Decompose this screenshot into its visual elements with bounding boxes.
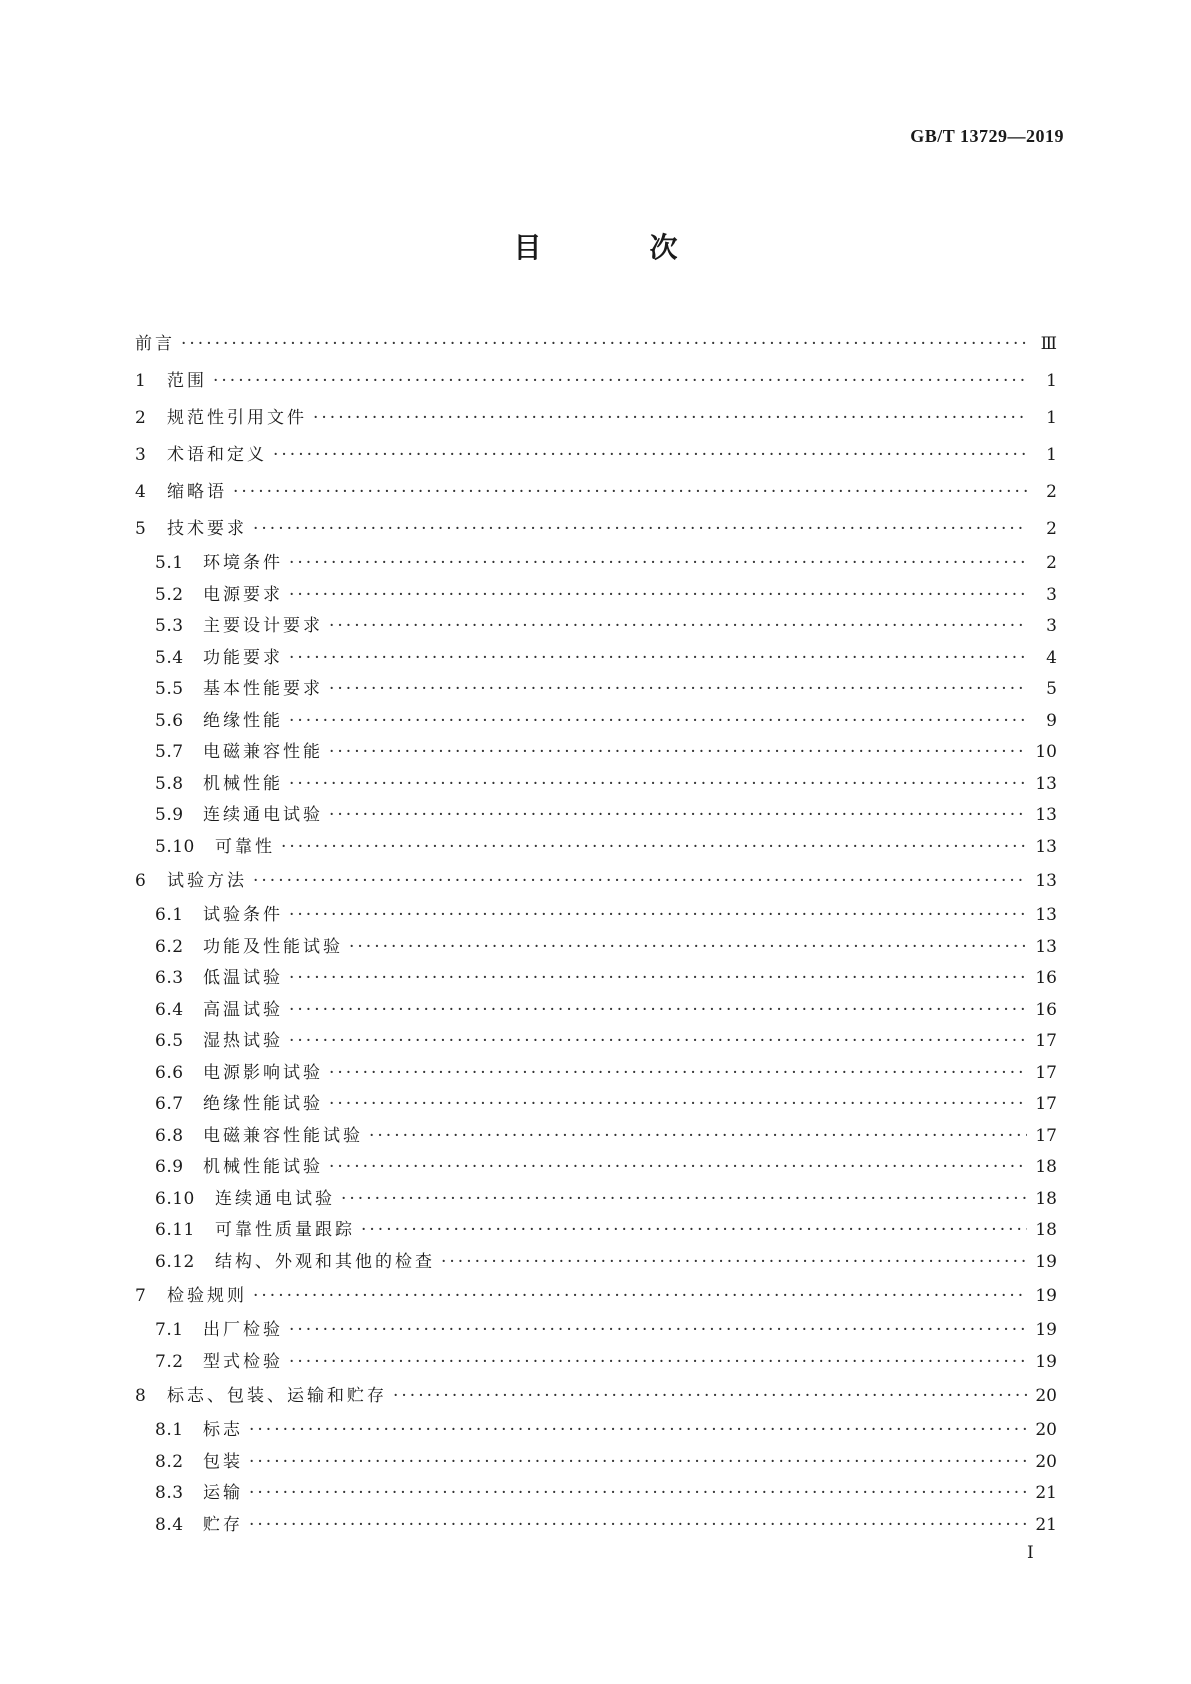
- toc-entry-label: 湿热试验: [203, 1031, 283, 1051]
- toc-entry-label: 低温试验: [203, 968, 283, 988]
- toc-entry-number: 8.4: [155, 1514, 184, 1535]
- toc-entry-label: 绝缘性能: [203, 710, 283, 731]
- toc-entry[interactable]: [135, 1247, 1057, 1279]
- dot-leader: [361, 1215, 1027, 1247]
- toc-entry-number: 6.4: [155, 999, 184, 1020]
- dot-leader: [253, 863, 1027, 900]
- toc-entry[interactable]: [135, 1058, 1057, 1090]
- toc-entry[interactable]: [135, 1215, 1057, 1247]
- toc-entry-label: 型式检验: [203, 1351, 283, 1372]
- toc-entry-label: 标志: [203, 1420, 243, 1440]
- dot-leader: [289, 1347, 1027, 1379]
- toc-entry-page: 16: [1035, 968, 1057, 988]
- toc-entry[interactable]: [135, 900, 1057, 932]
- toc-entry[interactable]: [135, 1184, 1057, 1216]
- toc-entry-number: 5.8: [155, 773, 184, 794]
- toc-entry-page: 13: [1035, 805, 1057, 825]
- toc-entry[interactable]: [135, 474, 1057, 511]
- toc-entry-page: 1: [1046, 371, 1057, 391]
- toc-entry-label: 运输: [203, 1483, 243, 1503]
- toc-entry-number: 5.10: [155, 836, 195, 857]
- toc-entry-page: 10: [1035, 742, 1057, 762]
- standard-code: GB/T 13729—2019: [910, 126, 1064, 146]
- toc-entry-number: 5.1: [155, 553, 184, 573]
- toc-entry-label: 功能及性能试验: [203, 936, 343, 957]
- toc-entry[interactable]: [135, 1378, 1057, 1415]
- toc-entry-number: 5.2: [155, 584, 184, 605]
- toc-entry-number: 6.11: [155, 1220, 195, 1240]
- toc-entry-page: 19: [1035, 1286, 1057, 1306]
- toc-entry-page: 13: [1035, 836, 1057, 857]
- toc-entry[interactable]: [135, 437, 1057, 474]
- toc-entry-number: 6.8: [155, 1125, 184, 1146]
- toc-entry[interactable]: [135, 1510, 1057, 1542]
- toc-entry[interactable]: [135, 1278, 1057, 1315]
- toc-entry-label: 缩略语: [167, 482, 227, 502]
- dot-leader: [289, 580, 1027, 612]
- toc-entry[interactable]: [135, 863, 1057, 900]
- toc-entry-number: 1: [135, 371, 147, 391]
- toc-entry-page: 17: [1035, 1094, 1057, 1114]
- toc-entry-page: 1: [1046, 408, 1057, 428]
- page-title: 目 次: [513, 231, 718, 264]
- toc-entry-label: 结构、外观和其他的检查: [215, 1251, 435, 1272]
- toc-entry[interactable]: [135, 580, 1057, 612]
- toc-entry[interactable]: [135, 643, 1057, 675]
- toc-entry-page: 1: [1046, 445, 1057, 465]
- toc-entry-page: 20: [1035, 1386, 1057, 1406]
- toc-entry-label: 功能要求: [203, 647, 283, 668]
- dot-leader: [329, 1152, 1027, 1184]
- dot-leader: [341, 1184, 1027, 1216]
- toc-entry-page: 21: [1035, 1514, 1057, 1535]
- toc-entry[interactable]: [135, 1415, 1057, 1447]
- toc-entry-number: 5.5: [155, 679, 184, 699]
- toc-entry-page: 5: [1046, 679, 1057, 699]
- toc-entry-number: 5.3: [155, 616, 184, 636]
- toc-entry-number: 5.6: [155, 710, 184, 731]
- toc-entry[interactable]: [135, 363, 1057, 400]
- toc-entry-label: 试验方法: [167, 871, 247, 891]
- dot-leader: [369, 1121, 1027, 1153]
- toc-entry-label: 标志、包装、运输和贮存: [167, 1386, 387, 1406]
- toc-entry-number: 3: [135, 445, 147, 465]
- toc-entry[interactable]: [135, 1089, 1057, 1121]
- toc-entry[interactable]: [135, 769, 1057, 801]
- dot-leader: [249, 1478, 1027, 1510]
- toc-entry-label: 主要设计要求: [203, 616, 323, 636]
- toc-entry-number: 8: [135, 1386, 147, 1406]
- toc-entry-label: 电磁兼容性能: [203, 742, 323, 762]
- toc-entry-page: 18: [1035, 1188, 1057, 1209]
- toc-entry-page: 17: [1035, 1062, 1057, 1083]
- toc-entry-page: 2: [1046, 553, 1057, 573]
- table-of-contents: [135, 326, 1057, 1541]
- dot-leader: [349, 932, 1027, 964]
- toc-entry-number: 6.9: [155, 1157, 184, 1177]
- toc-entry-label: 高温试验: [203, 999, 283, 1020]
- toc-entry-number: 6: [135, 871, 147, 891]
- page-number: Ⅰ: [1027, 1543, 1034, 1563]
- toc-entry-label: 可靠性质量跟踪: [215, 1220, 355, 1240]
- toc-entry-label: 电源要求: [203, 584, 283, 605]
- dot-leader: [289, 706, 1027, 738]
- toc-entry-number: 5: [135, 519, 147, 539]
- toc-entry-label: 前言: [135, 334, 175, 354]
- dot-leader: [289, 643, 1027, 675]
- toc-entry-page: 21: [1035, 1483, 1057, 1503]
- dot-leader: [253, 511, 1027, 548]
- toc-entry-label: 绝缘性能试验: [203, 1094, 323, 1114]
- dot-leader: [289, 963, 1027, 995]
- toc-entry[interactable]: [135, 1347, 1057, 1379]
- toc-entry-page: 17: [1035, 1031, 1057, 1051]
- toc-entry[interactable]: [135, 400, 1057, 437]
- dot-leader: [329, 611, 1027, 643]
- dot-leader: [253, 1278, 1027, 1315]
- toc-entry-page: 20: [1035, 1420, 1057, 1440]
- dot-leader: [289, 769, 1027, 801]
- toc-entry[interactable]: [135, 1478, 1057, 1510]
- toc-entry-page: 2: [1046, 519, 1057, 539]
- toc-entry-label: 包装: [203, 1451, 243, 1472]
- toc-entry[interactable]: [135, 548, 1057, 580]
- toc-entry-page: 18: [1035, 1157, 1057, 1177]
- toc-entry-number: 5.9: [155, 805, 184, 825]
- toc-entry-label: 环境条件: [203, 553, 283, 573]
- dot-leader: [329, 800, 1027, 832]
- dot-leader: [289, 900, 1027, 932]
- toc-entry-number: 6.7: [155, 1094, 184, 1114]
- toc-entry[interactable]: [135, 611, 1057, 643]
- toc-entry[interactable]: [135, 706, 1057, 738]
- toc-entry-page: 19: [1035, 1320, 1057, 1340]
- toc-entry-page: 18: [1035, 1220, 1057, 1240]
- toc-entry-number: 2: [135, 408, 147, 428]
- toc-entry-number: 6.5: [155, 1031, 184, 1051]
- toc-entry-label: 范围: [167, 371, 207, 391]
- toc-entry-label: 出厂检验: [203, 1320, 283, 1340]
- toc-entry[interactable]: [135, 1315, 1057, 1347]
- toc-entry-label: 试验条件: [203, 905, 283, 925]
- toc-entry-page: 13: [1035, 871, 1057, 891]
- toc-entry-page: 16: [1035, 999, 1057, 1020]
- toc-entry-label: 电源影响试验: [203, 1062, 323, 1083]
- toc-entry[interactable]: [135, 832, 1057, 864]
- toc-entry[interactable]: [135, 932, 1057, 964]
- dot-leader: [289, 548, 1027, 580]
- toc-entry[interactable]: [135, 1121, 1057, 1153]
- toc-entry-label: 规范性引用文件: [167, 408, 307, 428]
- toc-entry[interactable]: [135, 963, 1057, 995]
- toc-entry-number: 6.6: [155, 1062, 184, 1083]
- dot-leader: [441, 1247, 1027, 1279]
- toc-entry[interactable]: [135, 800, 1057, 832]
- toc-entry[interactable]: [135, 674, 1057, 706]
- toc-entry-page: 9: [1046, 710, 1057, 731]
- toc-entry[interactable]: [135, 326, 1057, 363]
- toc-entry-page: 17: [1035, 1125, 1057, 1146]
- toc-entry-page: 13: [1035, 905, 1057, 925]
- toc-entry-page: 13: [1035, 936, 1057, 957]
- dot-leader: [393, 1378, 1027, 1415]
- toc-entry-label: 检验规则: [167, 1286, 247, 1306]
- toc-entry-number: 6.1: [155, 905, 184, 925]
- toc-entry-label: 基本性能要求: [203, 679, 323, 699]
- dot-leader: [289, 1315, 1027, 1347]
- toc-entry-number: 8.3: [155, 1483, 184, 1503]
- toc-entry[interactable]: [135, 511, 1057, 548]
- toc-entry[interactable]: [135, 1026, 1057, 1058]
- toc-entry-page: 19: [1035, 1351, 1057, 1372]
- toc-entry-number: 8.1: [155, 1420, 184, 1440]
- toc-entry[interactable]: [135, 1152, 1057, 1184]
- toc-entry-number: 7: [135, 1286, 147, 1306]
- toc-entry-label: 技术要求: [167, 519, 247, 539]
- toc-entry-number: 6.3: [155, 968, 184, 988]
- toc-entry-label: 机械性能试验: [203, 1157, 323, 1177]
- dot-leader: [329, 1058, 1027, 1090]
- toc-entry[interactable]: [135, 737, 1057, 769]
- dot-leader: [289, 1026, 1027, 1058]
- toc-entry-page: Ⅲ: [1040, 334, 1057, 354]
- toc-entry-number: 5.4: [155, 647, 184, 668]
- toc-entry-number: 6.2: [155, 936, 184, 957]
- dot-leader: [181, 326, 1027, 363]
- toc-entry-label: 连续通电试验: [203, 805, 323, 825]
- dot-leader: [213, 363, 1027, 400]
- toc-entry-page: 3: [1046, 584, 1057, 605]
- toc-entry-number: 7.2: [155, 1351, 184, 1372]
- toc-entry-number: 8.2: [155, 1451, 184, 1472]
- toc-entry-label: 电磁兼容性能试验: [203, 1125, 363, 1146]
- toc-entry-label: 可靠性: [215, 836, 275, 857]
- toc-entry-label: 术语和定义: [167, 445, 267, 465]
- toc-entry-page: 20: [1035, 1451, 1057, 1472]
- dot-leader: [329, 737, 1027, 769]
- dot-leader: [249, 1415, 1027, 1447]
- toc-entry[interactable]: [135, 995, 1057, 1027]
- toc-entry-page: 2: [1046, 482, 1057, 502]
- dot-leader: [273, 437, 1027, 474]
- toc-entry-page: 19: [1035, 1251, 1057, 1272]
- toc-entry-number: 6.12: [155, 1251, 195, 1272]
- dot-leader: [329, 674, 1027, 706]
- toc-entry-number: 4: [135, 482, 147, 502]
- toc-entry-page: 4: [1046, 647, 1057, 668]
- toc-entry-page: 13: [1035, 773, 1057, 794]
- toc-entry-number: 6.10: [155, 1188, 195, 1209]
- dot-leader: [233, 474, 1027, 511]
- dot-leader: [249, 1510, 1027, 1542]
- dot-leader: [313, 400, 1027, 437]
- toc-entry-page: 3: [1046, 616, 1057, 636]
- dot-leader: [289, 995, 1027, 1027]
- toc-entry-number: 7.1: [155, 1320, 184, 1340]
- dot-leader: [281, 832, 1027, 864]
- toc-entry-number: 5.7: [155, 742, 184, 762]
- toc-entry-label: 机械性能: [203, 773, 283, 794]
- toc-entry-label: 连续通电试验: [215, 1188, 335, 1209]
- toc-entry[interactable]: [135, 1447, 1057, 1479]
- dot-leader: [329, 1089, 1027, 1121]
- toc-entry-label: 贮存: [203, 1514, 243, 1535]
- dot-leader: [249, 1447, 1027, 1479]
